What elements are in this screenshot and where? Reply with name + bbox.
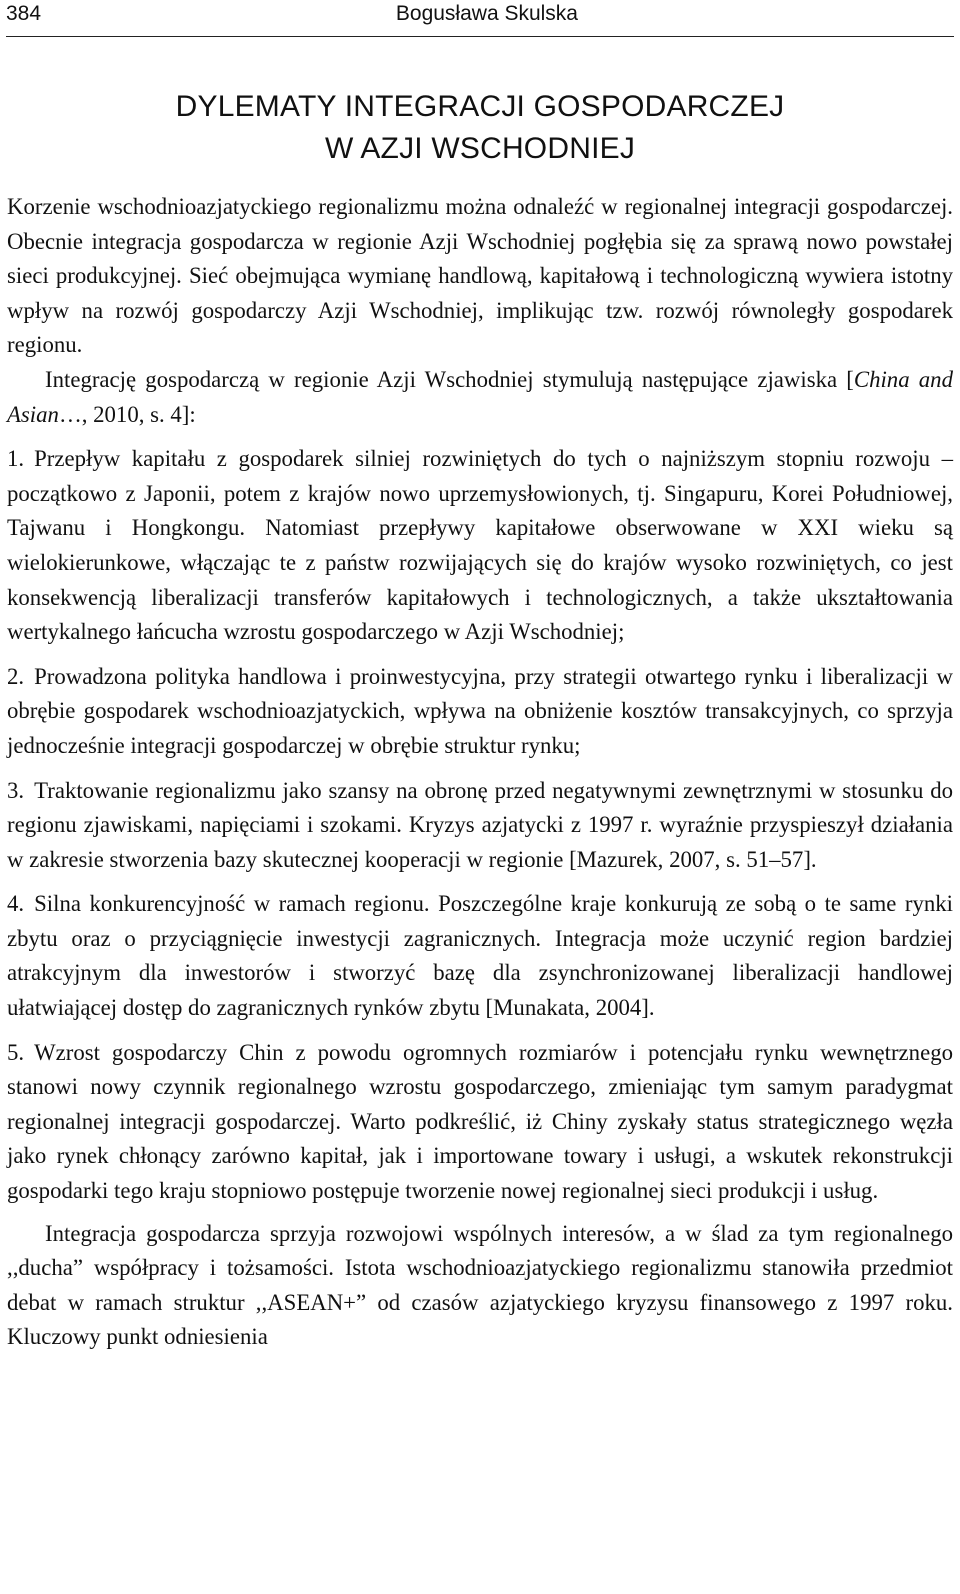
list-item-text: Wzrost gospodarczy Chin z powodu ogromnych rozmiarów i potencjału rynku wewnętrznego stanowi nowy czynnik regionalnego wzrostu gospodarczego, zmieniając tym samym paradygmat regionalnej integracji gospodarczej. Warto podkreślić, iż Chiny zyskały status strategicznego węzła jako rynek chłonący zarówno kapitał, jak i importowane towary i usługi, a wskutek rekonstrukcji gospodarki tego kraju stopniowo postępuje tworzenie nowej regionalnej sieci produkcji i usług. xyxy=(7,1039,953,1204)
list-item xyxy=(7,442,953,650)
list-item-number: 1. xyxy=(7,446,25,472)
list-item xyxy=(7,774,953,878)
list-item-number: 3. xyxy=(7,777,25,803)
list-item xyxy=(7,1036,953,1209)
list-item-text: Przepływ kapitału z gospodarek silniej rozwiniętych do tych o najniższym stopniu rozwoju – początkowo z Japonii, potem z krajów nowo uprzemysłowionych, tj. Singapuru, Korei Południowej, Tajwanu i Hongkongu. Natomiast przepływy kapitałowe obserwowane w XXI wieku są wielokierunkowe, włączając te z państw rozwijających się do krajów wysoko rozwiniętych, co jest konsekwencją liberalizacji transferów kapitałowych i technologicznych, a także ukształtowania wertykalnego łańcucha wzrostu gospodarczego w Azji Wschodniej; xyxy=(7,446,953,645)
list-item xyxy=(7,887,953,1025)
list-item-number: 2. xyxy=(7,663,25,689)
body-text xyxy=(7,190,953,1355)
list-lead-text: Integrację gospodarczą w regionie Azji Wschodniej stymulują następujące zjawiska [ xyxy=(45,366,854,392)
paragraph-closing: Integracja gospodarcza sprzyja rozwojowi wspólnych interesów, a w ślad za tym regionalnego ,,ducha” współpracy i tożsamości. Istota wschodnioazjatyckiego regionalizmu stanowiła przedmiot debat w ramach struktur ,,ASEAN+” od czasów azjatyckiego kryzysu finansowego z 1997 roku. Kluczowy punkt odniesienia xyxy=(7,1220,953,1350)
paragraph-intro: Korzenie wschodnioazjatyckiego regionalizmu można odnaleźć w regionalnej integracji gospodarczej. Obecnie integracja gospodarcza w regionie Azji Wschodniej pogłębia się za sprawą nowo powstałej sieci produkcyjnej. Sieć obejmująca wymianę handlową, kapitałową i technologiczną wywiera istotny wpływ na rozwój gospodarczy Azji Wschodniej, implikując tzw. rozwój równoległy gospodarek regionu. xyxy=(7,194,953,358)
page-number: 384 xyxy=(6,2,42,25)
list-item-number: 5. xyxy=(7,1039,25,1065)
list-item-number: 4. xyxy=(7,891,25,917)
list-lead-citation: …, 2010, s. 4]: xyxy=(58,401,196,427)
chapter-title-line-1: DYLEMATY INTEGRACJI GOSPODARCZEJ xyxy=(175,90,785,123)
running-head-author: Bogusława Skulska xyxy=(395,2,578,25)
list-item xyxy=(7,660,953,764)
chapter-title-line-2: W AZJI WSCHODNIEJ xyxy=(324,132,636,165)
list-item-text: Prowadzona polityka handlowa i proinwestycyjna, przy strategii otwartego rynku i liberalizacji w obrębie gospodarek wschodnioazjatyckich, wpływa na obniżenie kosztów transakcyjnych, co sprzyja jednocześnie integracji gospodarczej w obrębie struktur rynku; xyxy=(7,663,953,758)
list-item-text: Traktowanie regionalizmu jako szansy na obronę przed negatywnymi zewnętrznymi w stosunku do regionu zjawiskami, napięciami i szokami. Kryzys azjatycki z 1997 r. wyraźnie przyspieszył działania w zakresie stworzenia bazy skutecznej kooperacji w regionie [Mazurek, 2007, s. 51–57]. xyxy=(7,777,953,872)
paragraph-list-lead xyxy=(7,363,953,432)
running-header xyxy=(6,0,954,37)
citation-title: China and Asian xyxy=(7,366,953,427)
list-item-text: Silna konkurencyjność w ramach regionu. Poszczególne kraje konkurują ze sobą o te same rynki zbytu oraz o przyciągnięcie inwestycji zagranicznych. Integracja może uczynić region bardziej atrakcyjnym dla inwestorów i stworzyć bazę dla zsynchronizowanej liberalizacji handlowej ułatwiającej dostęp do zagranicznych rynków zbytu [Munakata, 2004]. xyxy=(7,891,953,1021)
chapter-title xyxy=(0,86,960,170)
